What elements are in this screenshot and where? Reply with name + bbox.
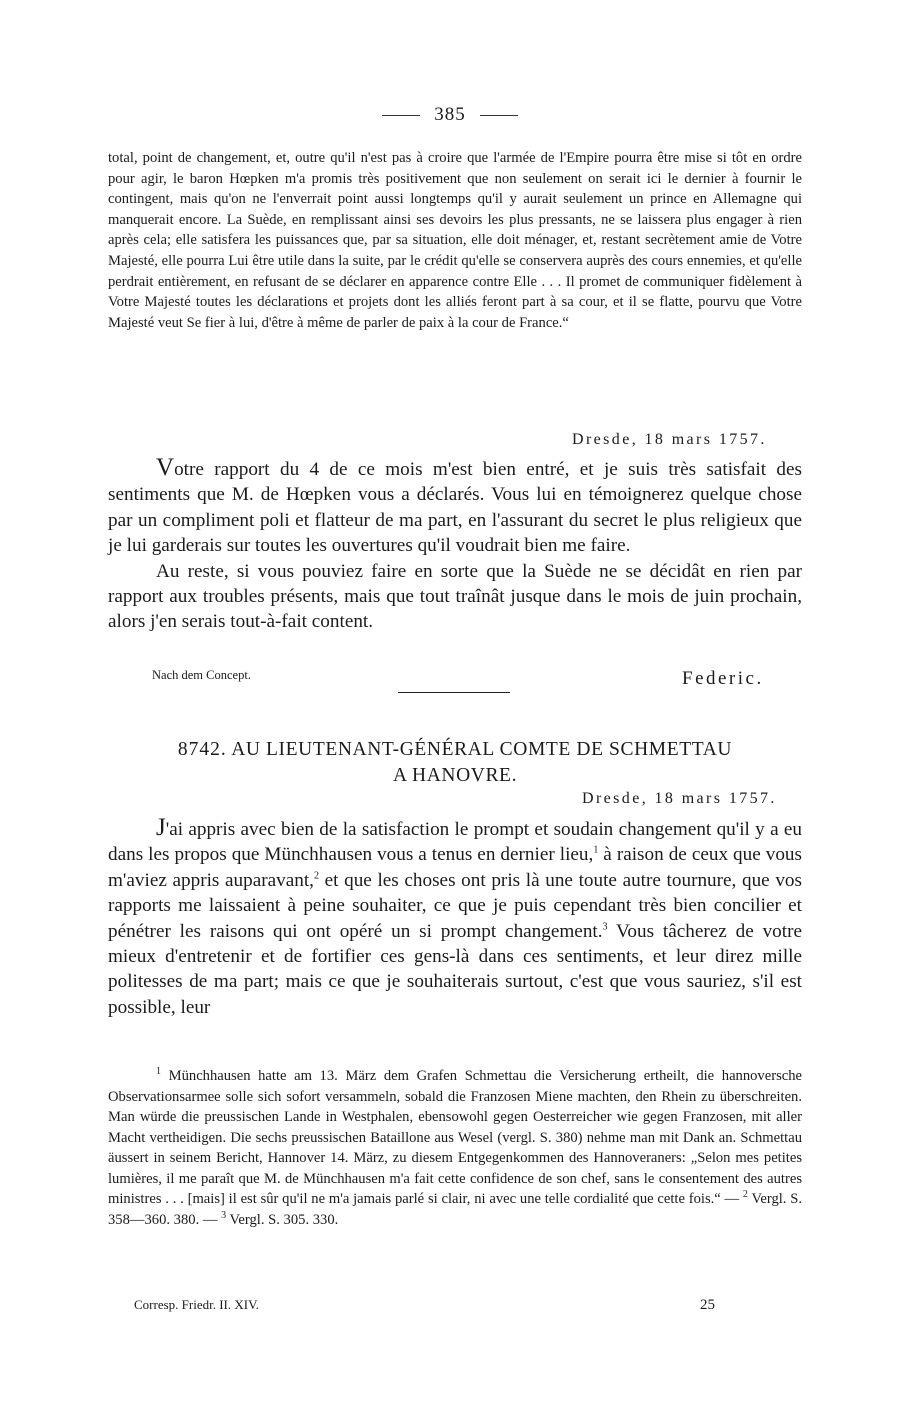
body-text: Vous tâcherez de votre mieux d'entretenir et de fortifier ces gens-là dans ces sentiments, et leur direz mille politesses de ma part; mais ce que je souhaiterais surtout, c'est que vous sauriez, s'il est possible, leur (108, 920, 802, 1018)
footer-collection: Corresp. Friedr. II. XIV. (134, 1297, 260, 1312)
letter-date: Dresde, 18 mars 1757. (582, 790, 777, 807)
heading-line-2: A HANOVRE. (392, 765, 518, 786)
letter-number: 8742. (177, 739, 227, 760)
letter-heading (108, 737, 802, 789)
page-header (0, 104, 900, 126)
footnote-marker: 2 (742, 1189, 748, 1201)
heading-line-1 (108, 737, 802, 763)
letter-recipient: AU LIEUTENANT-GÉNÉRAL COMTE DE SCHMETTAU (231, 739, 733, 760)
source-note: Nach dem Concept. (152, 668, 251, 682)
drop-cap: J (156, 814, 166, 841)
letter-paragraph-2: Au reste, si vous pouviez faire en sorte que la Suède ne se décidât en rien par rapport aux troubles présents, mais que tout traînât jusque dans le mois de juin prochain, alors j'en serais tout-à-fait content. (108, 560, 802, 633)
drop-cap: V (156, 454, 175, 481)
footnote-text: Vergl. S. 305. 330. (226, 1211, 339, 1228)
body-text: 'ai appris avec bien de la satisfaction le prompt et soudain changement qu'il y a eu dans les propos que Münchhausen vous a tenus en dernier lieu, (108, 819, 802, 866)
footnote-marker: 1 (156, 1066, 161, 1078)
header-dash-left (382, 115, 420, 116)
body-text: à raison de ceux que vous m'aviez appris auparavant, (108, 844, 802, 891)
quoted-report-text: total, point de changement, et, outre qu'il n'est pas à croire que l'armée de l'Empire pourra être mise si tôt en ordre pour agir, le baron Hœpken m'a promis très positivement que non seulement on serait ici le dernier à fournir le contingent, mais qu'on ne l'enverrait point aussi longtemps qu'il y aurait seulement un prince en Allemagne qui manquerait encore. La Suède, en remplissant ainsi ses devoirs les plus pressants, ne se laissera plus engager à rien après cela; elle satisfera les puissances que, par sa situation, elle doit ménager, et, restant secrètement amie de Votre Majesté, elle pourra Lui être utile dans la suite, par le crédit qu'elle se conservera auprès des cours ennemies, et qu'elle perdrait entièrement, en refusant de se déclarer en apparence contre Elle . . . Il promet de communiquer fidèlement à Votre Majesté toutes les déclarations et projets dont les alliés feront part à sa cour, et il se flatte, pourvu que Votre Majesté veut Se fier à lui, d'être à même de parler de paix à la cour de France.“ (108, 150, 802, 331)
footnote-ref: 1 (593, 845, 599, 857)
body-text: et que les choses ont pris là une toute autre tournure, que vos rapports me laissaient à peine souhaiter, ce que je puis cependant très bien concilier et pénétrer les raisons qui ont opéré un si prompt changement. (108, 869, 802, 942)
paragraph-text: otre rapport du 4 de ce mois m'est bien entré, et je suis très satisfait des sentiments que M. de Hœpken vous a déclarés. Vous lui en témoignerez quelque chose par un compliment poli et flatteur de ma part, en l'assurant du secret le plus religieux que je lui garderais sur toutes les ouvertures qu'il voudrait bien me faire. (108, 459, 802, 557)
footnotes (108, 1066, 802, 1230)
footnote-ref: 2 (313, 870, 319, 882)
section-divider (398, 692, 510, 693)
letter-date: Dresde, 18 mars 1757. (572, 431, 767, 448)
page-number: 385 (434, 104, 466, 125)
letter-8742-body (108, 815, 802, 1020)
footnote-marker: 3 (221, 1209, 227, 1221)
footnote-ref: 3 (602, 921, 608, 933)
letter-body (108, 455, 802, 635)
footnote-text: Münchhausen hatte am 13. März dem Grafen Schmettau die Versicherung ertheilt, die hannoversche Observationsarmee solle sich sofort versammeln, sobald die Franzosen Miene machten, den Rhein zu überschreiten. Man würde die preussischen Lande in Westphalen, ebensowohl gegen Oesterreicher wie gegen Franzosen, mit aller Macht vertheidigen. Die sechs preussischen Bataillone aus Wesel (vergl. S. 380) nehme man mit Dank an. Schmettau äussert in seinem Bericht, Hannover 14. März, zu diesem Entgegenkommen des Hannoveraners: „Selon mes petites lumières, il me paraît que M. de Münchhausen m'a fait cette confidence de son chef, sans le consentement des autres ministres . . . [mais] il est sûr qu'il ne m'a jamais parlé si clair, ni avec une telle cordialité que cette fois.“ — (108, 1068, 802, 1207)
footnote-text: Vergl. S. 358—360. 380. — (108, 1191, 802, 1228)
footer-signature-mark: 25 (700, 1297, 715, 1313)
letter-paragraph-1 (108, 455, 802, 559)
header-dash-right (480, 115, 518, 116)
signature: Federic. (682, 668, 764, 689)
